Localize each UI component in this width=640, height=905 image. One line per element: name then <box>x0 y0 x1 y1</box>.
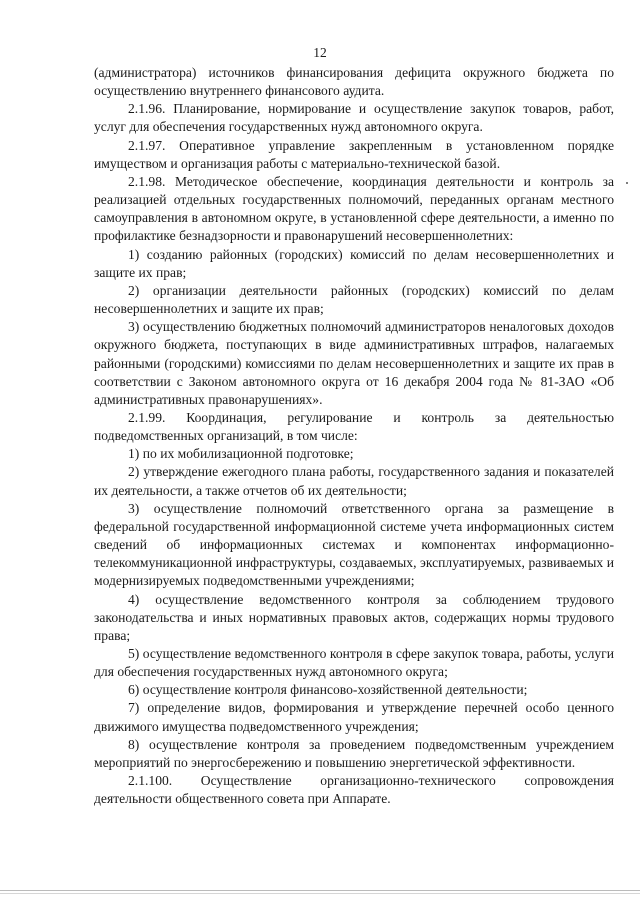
page-number: 12 <box>313 45 327 60</box>
list-item-3: 3) осуществление полномочий ответственного органа за размещение в федеральной государственной информационной системе учета информационных систем сведений об информационных системах и компонентах информационно-телекоммуникационной инфраструктуры, создаваемых, эксплуатируемых, развиваемых и модернизируемых подведомственными учреждениями; <box>94 500 614 589</box>
list-item-8: 8) осуществление контроля за проведением подведомственным учреждением мероприятий по энергосбережению и повышению энергетической эффективности. <box>94 736 614 770</box>
paragraph-2-1-97: 2.1.97. Оперативное управление закрепленным в установленном порядке имуществом и организация работы с материально-технической базой. <box>94 137 614 171</box>
paragraph-2-1-98: 2.1.98. Методическое обеспечение, координация деятельности и контроль за реализацией отдельных государственных полномочий, переданных органам местного самоуправления в автономном округе, в установленной сфере деятельности, а именно по профилактике безнадзорности и правонарушений несовершеннолетних: <box>94 173 614 244</box>
list-item-2: 2) утверждение ежегодного плана работы, государственного задания и показателей их деятельности, а также отчетов об их деятельности; <box>94 464 614 498</box>
paragraph-continuation: (администратора) источников финансирования дефицита окружного бюджета по осуществлению внутреннего финансового аудита. <box>94 65 614 99</box>
scan-edge-line <box>0 890 640 891</box>
list-item-5: 5) осуществление ведомственного контроля в сфере закупок товара, работы, услуги для обеспечения государственных нужд автономного округа; <box>94 646 614 680</box>
paragraph-2-1-96: 2.1.96. Планирование, нормирование и осуществление закупок товаров, работ, услуг для обеспечения государственных нужд автономного округа. <box>94 101 614 135</box>
paragraph-2-1-99: 2.1.99. Координация, регулирование и контроль за деятельностью подведомственных организаций, в том числе: <box>94 409 614 444</box>
scan-speck <box>626 182 628 184</box>
document-body <box>94 64 614 808</box>
list-item-1: 1) созданию районных (городских) комиссий по делам несовершеннолетних и защите их прав; <box>94 246 614 280</box>
paragraph-2-1-100: 2.1.100. Осуществление организационно-технического сопровождения деятельности общественного совета при Аппарате. <box>94 773 614 807</box>
list-item-4: 4) осуществление ведомственного контроля за соблюдением трудового законодательства и иных нормативных правовых актов, содержащих нормы трудового права; <box>94 591 614 643</box>
list-item-2: 2) организации деятельности районных (городских) комиссий по делам несовершеннолетних и защите их прав; <box>94 282 614 317</box>
list-item-7: 7) определение видов, формирования и утверждение перечней особо ценного движимого имущества подведомственного учреждения; <box>94 700 614 734</box>
scan-edge-line <box>0 893 640 894</box>
list-item-6: 6) осуществление контроля финансово-хозяйственной деятельности; <box>128 682 528 698</box>
list-item-1: 1) по их мобилизационной подготовке; <box>128 446 354 462</box>
list-item-3: 3) осуществлению бюджетных полномочий администраторов неналоговых доходов окружного бюджета, поступающих в виде административных штрафов, налагаемых районными (городскими) комиссиями по делам несовершеннолетних и защите их прав в соответствии с Законом автономного округа от 16 декабря 2004 года № 81-ЗАО «Об административных правонарушениях». <box>94 319 614 407</box>
